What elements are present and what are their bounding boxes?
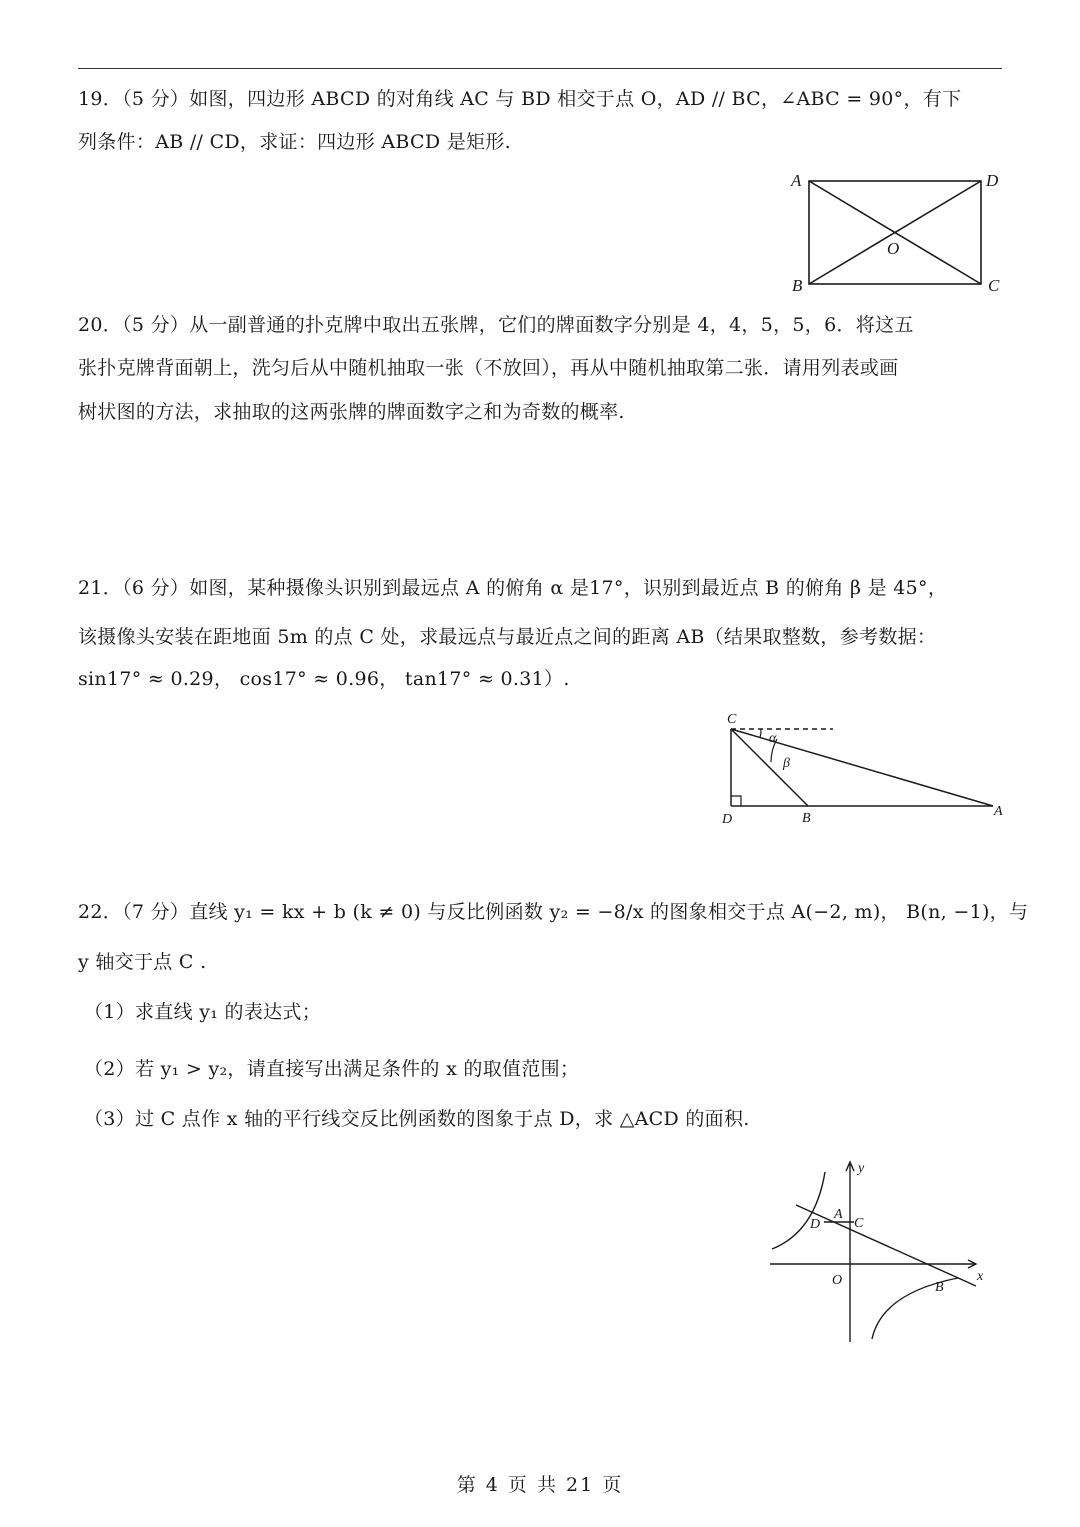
q19-label-b: B [792,276,803,295]
page-footer: 第 4 页 共 21 页 [456,1474,624,1496]
q19-rectangle-figure [780,165,1010,300]
q21-label-a: A [994,804,1003,819]
header-rule [78,68,1002,69]
q21-text-line2: 该摄像头安装在距地面 5m 的点 C 处，求最远点与最近点之间的距离 AB（结果取整数，参考数据： [78,626,937,648]
q21-label-alpha: α [769,731,777,746]
q22-function-graph [765,1150,995,1350]
q22-sub1: （1）求直线 y₁ 的表达式； [84,1001,322,1023]
q19-label-d: D [986,171,999,190]
q22-text-line1: 22．（7 分）直线 y₁ = kx + b (k ≠ 0) 与反比例函数 y₂ = −8/x 的图象相交于点 A(−2, m)， B(n, −1)，与 [78,901,1029,923]
q19-text-line2: 列条件：AB // CD，求证：四边形 ABCD 是矩形. [78,131,511,153]
q20-text-line3: 树状图的方法，求抽取的这两张牌的牌面数字之和为奇数的概率. [78,401,625,423]
q21-label-d: D [722,812,733,827]
q22-label-x: x [977,1269,984,1284]
q22-sub2: （2）若 y₁ > y₂，请直接写出满足条件的 x 的取值范围； [84,1058,580,1080]
q19-label-c: C [988,276,1000,295]
q22-label-b: B [935,1280,944,1295]
q21-text-line3: sin17° ≈ 0.29， cos17° ≈ 0.96， tan17° ≈ 0.31）. [78,668,570,690]
q22-sub3: （3）过 C 点作 x 轴的平行线交反比例函数的图象于点 D，求 △ACD 的面积. [84,1108,750,1130]
q19-label-a: A [791,171,802,190]
q22-label-c: C [854,1216,864,1231]
q19-text-line1: 19．（5 分）如图，四边形 ABCD 的对角线 AC 与 BD 相交于点 O，AD // BC，∠ABC = 90°，有下 [78,88,962,110]
q22-label-y: y [858,1161,865,1176]
q21-label-c: C [727,712,737,727]
q19-label-o: O [887,239,900,258]
q21-label-beta: β [783,756,790,771]
q20-text-line1: 20．（5 分）从一副普通的扑克牌中取出五张牌，它们的牌面数字分别是 4，4，5，5，6．将这五 [78,314,914,336]
q22-text-line2: y 轴交于点 C . [78,951,207,973]
q22-label-o: O [832,1273,843,1288]
q22-label-d: D [810,1217,821,1232]
q20-text-line2: 张扑克牌背面朝上，洗匀后从中随机抽取一张（不放回），再从中随机抽取第二张．请用列表或画 [78,357,899,379]
q21-camera-figure [715,705,1015,830]
q22-label-a: A [834,1207,843,1222]
q21-label-b: B [802,811,811,826]
q21-text-line1: 21．（6 分）如图，某种摄像头识别到最远点 A 的俯角 α 是17°，识别到最近点 B 的俯角 β 是 45°， [78,577,948,599]
